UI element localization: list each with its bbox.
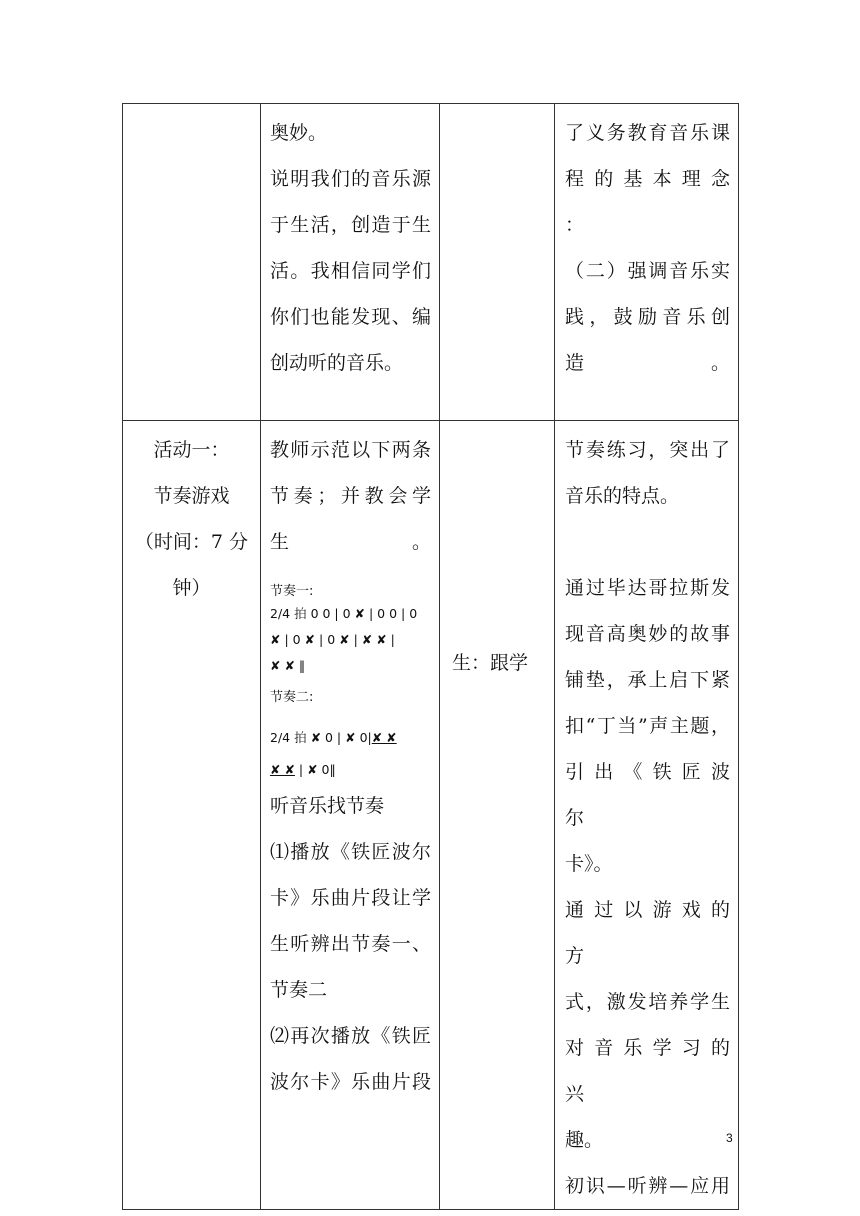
rhythm2-beamed-notes: ✘ ✘	[270, 762, 295, 777]
text-line: 初识—听辨—应用	[565, 1175, 730, 1197]
row1-col4-cell	[555, 104, 739, 421]
rhythm1-line: 2/4 拍 0 0 | 0 ✘ | 0 0 | 0	[270, 606, 418, 621]
table-row	[123, 421, 739, 1210]
student-activity-text: 生：跟学	[452, 652, 529, 674]
row1-col1-cell	[123, 104, 261, 421]
text-line: 趣。	[565, 1129, 604, 1151]
text-line: 式，激发培养学生	[565, 991, 730, 1013]
text-line: 于生活，创造于生	[270, 214, 431, 236]
text-line: 奥妙。	[270, 122, 328, 144]
text-line: 践，鼓励音乐创造。	[565, 306, 730, 374]
page-number: 3	[726, 1131, 733, 1145]
rhythm2-notes: | ✘ 0‖	[294, 762, 336, 777]
text-line: 铺垫，承上启下紧	[565, 669, 730, 691]
rhythm2-beamed-notes: ✘ ✘	[371, 730, 397, 745]
text-line: ⑴播放《铁匠波尔	[270, 841, 431, 863]
text-line: 节奏练习，突出了	[565, 439, 730, 461]
text-line: 节奏；并教会学生。	[270, 485, 431, 553]
lesson-plan-table	[122, 103, 739, 1210]
activity-time: （时间：7 分	[134, 531, 249, 553]
text-line: 音乐的特点。	[565, 485, 680, 507]
rhythm1-title: 节奏一:	[270, 584, 314, 599]
rhythm1-line: ✘ ✘ ‖	[270, 658, 306, 673]
text-line: 对 音 乐 学 习 的 兴	[565, 1037, 730, 1105]
teacher-activity-cell	[261, 421, 440, 1210]
rhythm2-notes: 2/4 拍 ✘ 0 | ✘ 0|	[270, 730, 372, 745]
text-line: （二）强调音乐实	[565, 260, 730, 282]
text-line: 说明我们的音乐源	[270, 168, 431, 190]
table-row	[123, 104, 739, 421]
text-line: 引 出 《 铁 匠 波 尔	[565, 761, 730, 829]
activity-time-unit: 钟）	[172, 577, 211, 599]
text-line: 创动听的音乐。	[270, 352, 404, 374]
row1-col3-cell	[440, 104, 555, 421]
text-line: 卡》。	[565, 853, 613, 875]
rhythm2-title: 节奏二:	[270, 690, 314, 705]
text-line: 程 的 基 本 理 念 ：	[565, 168, 730, 236]
text-line: 节奏二	[270, 979, 328, 1001]
text-line: 你们也能发现、编	[270, 306, 431, 328]
design-intent-cell	[555, 421, 739, 1210]
student-activity-cell	[440, 421, 555, 1210]
text-line: 波尔卡》乐曲片段	[270, 1071, 431, 1093]
text-line: 教师示范以下两条	[270, 439, 431, 461]
text-line: 现音高奥妙的故事	[565, 623, 730, 645]
activity-cell	[123, 421, 261, 1210]
rhythm2-line	[270, 725, 431, 751]
text-line: 扣“丁当”声主题，	[565, 715, 730, 737]
text-line: 听音乐找节奏	[270, 795, 385, 817]
text-line: 了义务教育音乐课	[565, 122, 730, 144]
activity-title: 活动一：	[153, 439, 230, 461]
text-line: 卡》乐曲片段让学	[270, 887, 431, 909]
text-line: ⑵再次播放《铁匠	[270, 1025, 431, 1047]
text-line: 活。我相信同学们	[270, 260, 431, 282]
rhythm2-line	[270, 757, 431, 783]
text-line: 生听辨出节奏一、	[270, 933, 431, 955]
row1-col2-cell	[261, 104, 440, 421]
text-line: 通 过 以 游 戏 的 方	[565, 899, 730, 967]
text-line: 通过毕达哥拉斯发	[565, 577, 730, 599]
activity-name: 节奏游戏	[153, 485, 230, 507]
rhythm1-line: ✘ | 0 ✘ | 0 ✘ | ✘ ✘ |	[270, 632, 395, 647]
